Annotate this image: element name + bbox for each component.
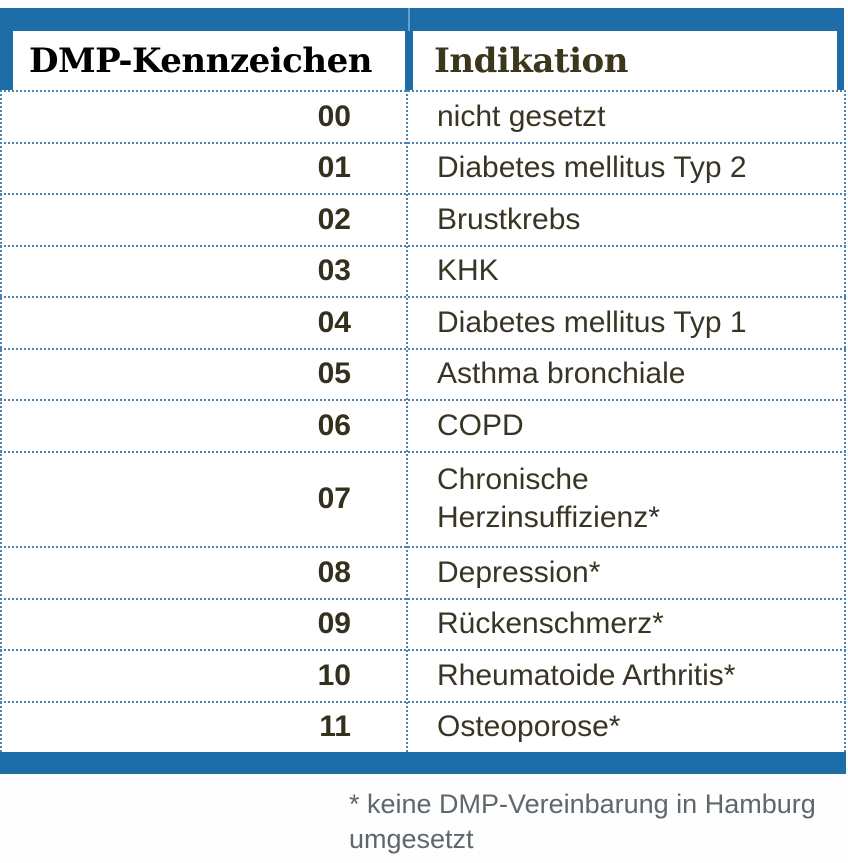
dmp-code-cell: 02 xyxy=(317,202,351,236)
table-row xyxy=(0,649,846,701)
table-header-row xyxy=(0,31,844,90)
dmp-code-cell: 04 xyxy=(317,305,351,339)
dmp-code-cell: 03 xyxy=(317,254,351,288)
left-dotted-border xyxy=(0,90,2,752)
indication-cell: Brustkrebs xyxy=(437,202,581,236)
header-dmp-kennzeichen: DMP-Kennzeichen xyxy=(29,40,372,81)
indication-cell: Depression* xyxy=(437,555,601,589)
indication-cell: Asthma bronchiale xyxy=(437,357,686,391)
dmp-code-cell: 05 xyxy=(317,357,351,391)
table-row xyxy=(0,546,846,598)
indication-cell: Diabetes mellitus Typ 2 xyxy=(437,151,747,185)
rows-container xyxy=(0,90,846,752)
indication-cell: KHK xyxy=(437,254,499,288)
dmp-code-cell: 10 xyxy=(317,658,351,692)
table-row xyxy=(0,296,846,348)
indication-cell: Rheumatoide Arthritis* xyxy=(437,658,736,692)
table-row xyxy=(0,598,846,650)
dmp-code-cell: 09 xyxy=(317,607,351,641)
table-body xyxy=(0,90,846,752)
dmp-code-cell: 06 xyxy=(317,408,351,442)
table-row xyxy=(0,142,846,194)
table-row xyxy=(0,245,846,297)
dmp-code-cell: 11 xyxy=(319,710,351,744)
indication-cell: Diabetes mellitus Typ 1 xyxy=(437,305,747,339)
table-bottom-bar xyxy=(0,752,846,774)
table-row xyxy=(0,451,846,547)
header-left-edge-bar xyxy=(0,31,13,90)
dmp-code-cell: 00 xyxy=(317,99,351,133)
table-row xyxy=(0,193,846,245)
footnote: * keine DMP-Vereinbarung in Hamburg umgesetzt xyxy=(349,789,816,854)
table-row xyxy=(0,701,846,753)
header-column-divider-bar xyxy=(405,31,413,90)
dmp-code-cell: 01 xyxy=(317,151,351,185)
indication-cell: Chronische Herzinsuffizienz* xyxy=(437,463,660,535)
indication-cell: Osteoporose* xyxy=(437,710,621,744)
column-dotted-divider xyxy=(406,90,408,752)
table-row xyxy=(0,399,846,451)
dmp-code-cell: 07 xyxy=(317,482,351,516)
right-dotted-border xyxy=(844,90,846,752)
indication-cell: nicht gesetzt xyxy=(437,99,606,133)
indication-cell: Rückenschmerz* xyxy=(437,607,664,641)
table-row xyxy=(0,90,846,142)
header-right-edge-bar xyxy=(837,31,844,90)
header-indikation: Indikation xyxy=(434,40,628,81)
column-divider-notch xyxy=(408,8,410,31)
dmp-code-cell: 08 xyxy=(317,555,351,589)
table-top-bar xyxy=(0,8,844,31)
indication-cell: COPD xyxy=(437,408,524,442)
table-row xyxy=(0,348,846,400)
